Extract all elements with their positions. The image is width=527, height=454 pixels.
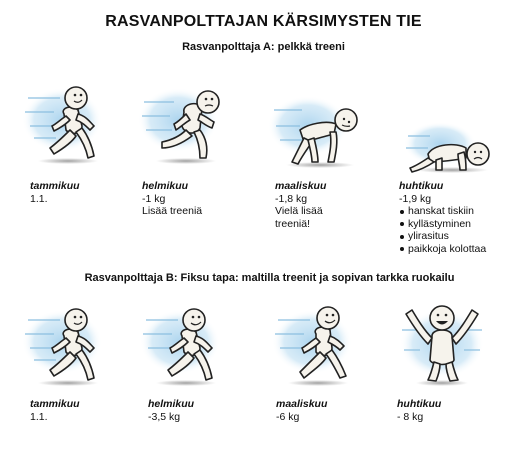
runner-b-february-illustration (138, 290, 238, 390)
scenario-b-heading: Rasvanpolttaja B: Fiksu tapa: maltilla treenit ja sopivan tarkka ruokailu (84, 272, 455, 284)
caption-line: -6 kg (276, 410, 300, 423)
month-label: tammikuu (30, 180, 80, 192)
runner-a-january-illustration (20, 68, 120, 168)
caption-a-february (142, 180, 202, 218)
caption-line: - 8 kg (397, 410, 424, 423)
runner-a-february-illustration (138, 68, 238, 168)
symptom-list (399, 205, 486, 255)
month-label: maaliskuu (275, 180, 327, 192)
caption-b-april (397, 398, 441, 423)
caption-b-january (30, 398, 80, 423)
caption-line: 1.1. (30, 410, 48, 423)
caption-line: Lisää treeniä (142, 205, 203, 217)
runner-b-april-illustration (392, 290, 492, 390)
caption-b-february (148, 398, 194, 423)
caption-line: 1.1. (30, 192, 48, 205)
month-label: helmikuu (148, 398, 195, 410)
caption-line: -1 kg (142, 192, 166, 205)
caption-a-january (30, 180, 80, 205)
scenario-a-heading: Rasvanpolttaja A: pelkkä treeni (182, 41, 345, 53)
month-label: helmikuu (142, 180, 189, 192)
runner-a-april-illustration (400, 80, 500, 180)
runner-b-january-illustration (20, 290, 120, 390)
runner-b-march-illustration (270, 290, 370, 390)
caption-line: -1,9 kg (399, 192, 432, 205)
month-label: huhtikuu (397, 398, 442, 410)
symptom-item: paikkoja kolottaa (399, 243, 486, 256)
runner-a-march-illustration (270, 72, 370, 172)
symptom-item: kyllästyminen (399, 218, 486, 231)
caption-line: -1,8 kg (275, 192, 308, 205)
caption-line: Vielä lisää (275, 205, 323, 217)
caption-line: treeniä! (275, 217, 311, 230)
page-title: RASVANPOLTTAJAN KÄRSIMYSTEN TIE (105, 13, 422, 30)
caption-a-march (275, 180, 326, 230)
symptom-item: hanskat tiskiin (399, 205, 486, 218)
month-label: maaliskuu (276, 398, 328, 410)
symptom-item: ylirasitus (399, 230, 486, 243)
caption-a-april (399, 180, 486, 255)
month-label: tammikuu (30, 398, 80, 410)
caption-line: -3,5 kg (148, 410, 181, 423)
caption-b-march (276, 398, 327, 423)
month-label: huhtikuu (399, 180, 444, 192)
